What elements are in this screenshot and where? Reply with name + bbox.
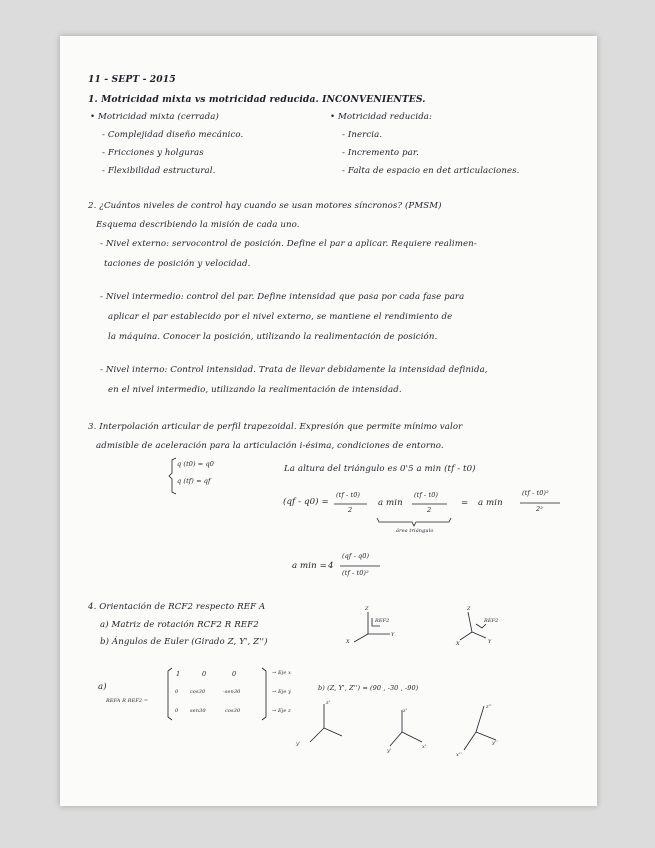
q2-line: en el nivel intermedio, utilizando la realimentación de intensidad. [108, 385, 402, 395]
q1-right-item: - Incremento par. [342, 148, 419, 158]
matrix-cell: 1 [176, 670, 181, 678]
underbrace [376, 517, 452, 527]
matrix-brackets [166, 666, 270, 722]
axis-label: y'' [492, 740, 498, 746]
q2-line: Esquema describiendo la misión de cada uno. [96, 220, 300, 230]
q3-condition: q (tf) = qf [177, 477, 211, 485]
axis-label: X [346, 639, 350, 645]
q3-condition: q (t0) = q0 [177, 460, 215, 468]
q1-right-item: - Inercia. [342, 130, 383, 140]
q2-line: - Nivel externo: servocontrol de posición. Define el par a aplicar. Requiere realimen- [100, 239, 477, 249]
matrix-cell: 0 [175, 689, 179, 695]
matrix-cell: 0 [202, 670, 207, 678]
euler-frame-1 [300, 698, 356, 758]
q1-left-item: - Complejidad diseño mecánico. [102, 130, 244, 140]
q1-right-item: - Falta de espacio en det articulaciones. [342, 166, 520, 176]
q2-line: - Nivel interno: Control intensidad. Trata de llevar debidamente la intensidad definida, [100, 365, 488, 375]
final-lhs: a min = [292, 561, 327, 571]
matrix-note: → Eje x [272, 670, 292, 676]
euler-result: b) (Z, Y', Z'') = (90 , -30 , -90) [318, 684, 419, 692]
q4-part-a: a) Matriz de rotación RCF2 R REF2 [100, 620, 259, 630]
q2-line: - Nivel intermedio: control del par. Define intensidad que pasa por cada fase para [100, 292, 465, 302]
axis-label: Y [488, 639, 492, 645]
fraction-bar [340, 565, 382, 567]
q1-left-head: • Motricidad mixta (cerrada) [90, 112, 219, 122]
q2-line: la máquina. Conocer la posición, utilizando la realimentación de posición. [108, 332, 438, 342]
q1-left-item: - Flexibilidad estructural. [102, 166, 216, 176]
q3-line: 3. Interpolación articular de perfil trapezoidal. Expresión que permite mínimo valor [88, 422, 463, 432]
axis-label: y' [296, 741, 301, 747]
frame-label: REF2 [484, 618, 499, 624]
frac-num: (tf - t0)² [522, 489, 549, 497]
part-a-label: a) [98, 682, 107, 692]
brace-label: área triángulo [396, 528, 434, 534]
fraction-bar [412, 503, 448, 505]
frac-den: 2 [348, 506, 353, 514]
axis-label: Z [365, 606, 369, 612]
matrix-cell: cos30 [190, 689, 206, 695]
matrix-cell: cos30 [225, 708, 241, 714]
notebook-page [60, 36, 597, 806]
axis-label: Z [467, 606, 471, 612]
axis-label: x' [422, 744, 427, 750]
q1-left-item: - Fricciones y holguras [102, 148, 204, 158]
matrix-symbol: REFA R REF2 = [106, 698, 149, 704]
amin-term: a min [378, 498, 403, 508]
date-heading: 11 - SEPT - 2015 [88, 74, 176, 85]
frame-label: REF2 [375, 618, 390, 624]
eq-lhs: (qf - q0) = [283, 497, 329, 507]
frac-num: (tf - t0) [414, 491, 439, 499]
matrix-cell: sen30 [190, 708, 206, 714]
matrix-cell: -sen30 [223, 689, 241, 695]
frac-den: 2 [427, 506, 432, 514]
fraction-bar [334, 503, 368, 505]
axis-label: X [456, 641, 460, 647]
axis-label: y' [387, 748, 392, 754]
axis-label: z'' [486, 704, 492, 710]
frame-diagram-2 [452, 606, 512, 646]
q3-line: admisible de aceleración para la articulación i-ésima, condiciones de entorno. [96, 441, 444, 451]
frac-den: 2² [536, 505, 543, 513]
q1-right-head: • Motricidad reducida: [330, 112, 433, 122]
final-num: (qf - q0) [342, 552, 370, 560]
q3-note: La altura del triángulo es 0'5 a min (tf - t0) [284, 464, 476, 474]
frame-diagram-1 [342, 606, 402, 646]
fraction-bar [520, 502, 562, 504]
axis-label: x'' [456, 752, 462, 758]
matrix-note: → Eje z [272, 708, 291, 714]
q4-title: 4. Orientación de RCF2 respecto REF A [88, 602, 266, 612]
q1-title: 1. Motricidad mixta vs motricidad reducida. INCONVENIENTES. [88, 94, 426, 105]
matrix-cell: 0 [232, 670, 237, 678]
q2-line: taciones de posición y velocidad. [104, 259, 251, 269]
q2-line: 2. ¿Cuántos niveles de control hay cuando se usan motores síncronos? (PMSM) [88, 201, 442, 211]
final-coef: 4 [328, 561, 334, 571]
axis-label: Y [391, 632, 395, 638]
axis-label: z' [326, 700, 331, 706]
axis-label: z' [403, 708, 408, 714]
matrix-note: → Eje y [272, 689, 292, 695]
amin-term: a min [478, 498, 503, 508]
q2-line: aplicar el par establecido por el nivel externo, se mantiene el rendimiento de [108, 312, 453, 322]
q4-part-b: b) Ángulos de Euler (Girado Z, Y', Z'') [100, 637, 268, 647]
matrix-cell: 0 [175, 708, 179, 714]
frac-num: (tf - t0) [336, 491, 361, 499]
equals-sign: = [461, 498, 469, 508]
final-den: (tf - t0)² [342, 569, 369, 577]
